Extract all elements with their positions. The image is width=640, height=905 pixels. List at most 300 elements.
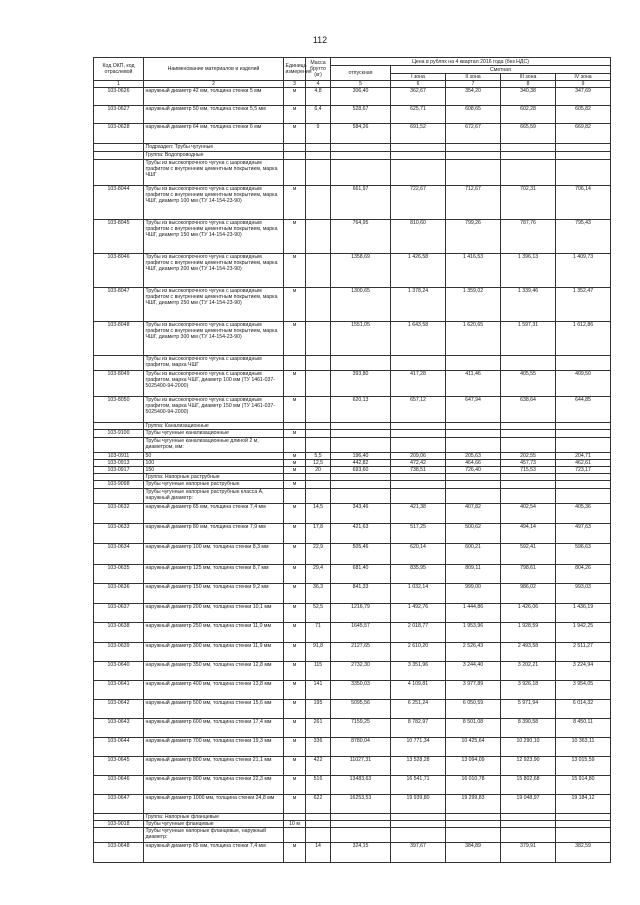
row-name: Группа: Водопроводные	[144, 152, 284, 160]
row-price-zone-3: 10 290,10	[501, 738, 556, 757]
row-price-release	[331, 474, 391, 481]
row-price-zone-1	[391, 356, 446, 371]
row-mass: 115	[306, 662, 331, 681]
row-price-zone-1: 2 610,20	[391, 643, 446, 662]
row-unit: м	[284, 757, 306, 776]
row-price-zone-2: 608,65	[446, 106, 501, 124]
row-mass: 141	[306, 681, 331, 700]
row-unit: м	[284, 738, 306, 757]
row-code	[94, 144, 144, 152]
row-price-zone-4: 993,03	[556, 584, 611, 604]
row-price-zone-1: 1 378,24	[391, 288, 446, 322]
row-price-zone-4	[556, 828, 611, 843]
row-mass: 14	[306, 843, 331, 863]
row-name: наружный диаметр 150 мм, толщина стенки 9,2 мм	[144, 584, 284, 604]
row-price-zone-2: 1 359,02	[446, 288, 501, 322]
row-price-zone-2: 500,62	[446, 524, 501, 544]
row-price-zone-2	[446, 814, 501, 821]
row-price-zone-4: 382,59	[556, 843, 611, 863]
row-price-zone-3: 986,02	[501, 584, 556, 604]
row-price-zone-2	[446, 489, 501, 504]
row-mass	[306, 397, 331, 423]
row-price-zone-4: 605,82	[556, 106, 611, 124]
row-unit: м	[284, 371, 306, 397]
row-mass	[306, 288, 331, 322]
row-name: наружный диаметр 350 мм, толщина стенки 12,8 мм	[144, 662, 284, 681]
row-price-zone-3: 3 926,18	[501, 681, 556, 700]
row-price-release: 764,95	[331, 220, 391, 254]
table-row	[94, 186, 611, 220]
row-price-zone-2	[446, 356, 501, 371]
row-code: 103-8044	[94, 186, 144, 220]
row-unit	[284, 152, 306, 160]
row-unit: м	[284, 106, 306, 124]
table-row	[94, 662, 611, 681]
row-name: Группа: Напорные раструбные	[144, 474, 284, 481]
row-name: наружный диаметр 125 мм, толщина стенки 8,7 мм	[144, 565, 284, 584]
row-mass	[306, 371, 331, 397]
row-price-zone-2: 407,82	[446, 504, 501, 524]
table-row	[94, 504, 611, 524]
row-price-zone-1: 472,42	[391, 460, 446, 467]
row-price-zone-3	[501, 430, 556, 438]
row-mass: 20	[306, 467, 331, 474]
table-row	[94, 828, 611, 843]
row-price-zone-4: 795,43	[556, 220, 611, 254]
row-name: наружный диаметр 900 мм, толщина стенки 22,3 мм	[144, 776, 284, 795]
row-price-zone-2: 3 244,40	[446, 662, 501, 681]
table-row	[94, 623, 611, 643]
table-row	[94, 481, 611, 489]
table-row	[94, 544, 611, 565]
row-unit: м	[284, 584, 306, 604]
row-price-zone-4	[556, 481, 611, 489]
row-unit: м	[284, 453, 306, 460]
row-price-zone-1	[391, 481, 446, 489]
row-price-zone-3	[501, 489, 556, 504]
row-mass: 17,8	[306, 524, 331, 544]
row-price-zone-2	[446, 481, 501, 489]
row-price-zone-3	[501, 828, 556, 843]
row-code: 103-0911	[94, 453, 144, 460]
row-price-zone-4: 19 184,12	[556, 795, 611, 814]
row-unit: м	[284, 843, 306, 863]
table-row	[94, 88, 611, 106]
row-price-zone-4: 13 015,59	[556, 757, 611, 776]
row-unit	[284, 356, 306, 371]
row-name: наружный диаметр 64 мм, толщина стенки 6 мм	[144, 124, 284, 144]
row-price-release	[331, 356, 391, 371]
row-price-zone-3: 592,41	[501, 544, 556, 565]
row-price-zone-4: 347,69	[556, 88, 611, 106]
row-unit	[284, 814, 306, 821]
row-price-release: 528,67	[331, 106, 391, 124]
column-number: 1	[94, 81, 144, 88]
row-price-release	[331, 144, 391, 152]
header-unit: Единица измерения	[284, 58, 306, 81]
row-unit: м	[284, 88, 306, 106]
row-unit: м	[284, 565, 306, 584]
row-price-zone-2: 1 444,86	[446, 604, 501, 623]
row-name: Трубы чугунные напорные фланцевые, наружный диаметр:	[144, 828, 284, 843]
row-name: наружный диаметр 250 мм, толщина стенки 11,0 мм	[144, 623, 284, 643]
row-mass: 336	[306, 738, 331, 757]
row-name: наружный диаметр 1000 мм, толщина стенки 24,8 мм	[144, 795, 284, 814]
row-unit: м	[284, 460, 306, 467]
row-price-zone-4: 405,36	[556, 504, 611, 524]
column-number: 6	[391, 81, 446, 88]
row-code: 103-0639	[94, 643, 144, 662]
row-price-zone-3: 19 048,97	[501, 795, 556, 814]
row-price-zone-2: 600,21	[446, 544, 501, 565]
row-code: 103-0635	[94, 565, 144, 584]
row-price-zone-3	[501, 438, 556, 453]
row-name: наружный диаметр 700 мм, толщина стенки 19,3 мм	[144, 738, 284, 757]
row-price-zone-2: 354,20	[446, 88, 501, 106]
row-price-release	[331, 152, 391, 160]
row-price-zone-1: 6 251,24	[391, 700, 446, 719]
row-mass	[306, 821, 331, 828]
row-price-zone-4: 2 511,27	[556, 643, 611, 662]
row-price-release: 1216,79	[331, 604, 391, 623]
column-number: 9	[556, 81, 611, 88]
row-code: 103-0626	[94, 88, 144, 106]
row-name: Трубы из высокопрочного чугуна с шаровидным графитом с внутренним цементным покрытием, марка ЧШГ, диаметр 300 мм (ТУ 14-154-23-90)	[144, 322, 284, 356]
row-code	[94, 423, 144, 430]
row-unit: м	[284, 397, 306, 423]
column-number-row	[94, 81, 611, 88]
row-price-zone-3: 665,59	[501, 124, 556, 144]
row-mass	[306, 322, 331, 356]
row-code: 103-0648	[94, 843, 144, 863]
row-code: 103-0643	[94, 719, 144, 738]
row-name: Трубы чугунные канализационные длиной 2 м, диаметром, мм:	[144, 438, 284, 453]
row-price-release: 2732,30	[331, 662, 391, 681]
row-price-zone-1: 517,25	[391, 524, 446, 544]
table-body	[94, 88, 611, 863]
row-price-zone-2	[446, 821, 501, 828]
row-price-release: 661,97	[331, 186, 391, 220]
row-price-release: 8780,04	[331, 738, 391, 757]
row-price-zone-2: 1 953,96	[446, 623, 501, 643]
table-row	[94, 843, 611, 863]
row-unit	[284, 438, 306, 453]
row-price-zone-1	[391, 430, 446, 438]
table-row	[94, 776, 611, 795]
row-price-zone-3	[501, 423, 556, 430]
row-unit: м	[284, 662, 306, 681]
row-mass: 6,4	[306, 106, 331, 124]
row-code: 103-0627	[94, 106, 144, 124]
row-price-zone-3: 5 971,94	[501, 700, 556, 719]
row-name: Трубы из высокопрочного чугуна с шаровидным графитом, марка ЧШГ, диаметр 150 мм (ТУ 1461-037-5025400-94-2000)	[144, 397, 284, 423]
row-price-zone-1: 738,51	[391, 467, 446, 474]
row-price-zone-1: 362,67	[391, 88, 446, 106]
row-unit: м	[284, 481, 306, 489]
row-price-zone-2: 19 299,83	[446, 795, 501, 814]
row-unit: м	[284, 700, 306, 719]
row-price-zone-3	[501, 160, 556, 186]
row-price-release: 196,40	[331, 453, 391, 460]
header-code: Код ОКП, код отраслевой	[94, 58, 144, 81]
row-mass	[306, 356, 331, 371]
row-price-zone-2	[446, 423, 501, 430]
row-price-zone-3: 340,38	[501, 88, 556, 106]
row-price-zone-3	[501, 356, 556, 371]
row-code: 103-0641	[94, 681, 144, 700]
table-row	[94, 423, 611, 430]
row-name: наружный диаметр 800 мм, толщина стенки 21,1 мм	[144, 757, 284, 776]
row-price-zone-2: 712,67	[446, 186, 501, 220]
row-unit: м	[284, 524, 306, 544]
table-row	[94, 584, 611, 604]
row-mass	[306, 430, 331, 438]
row-price-zone-4: 723,17	[556, 467, 611, 474]
table-row	[94, 152, 611, 160]
row-unit	[284, 489, 306, 504]
row-price-zone-3	[501, 814, 556, 821]
row-price-zone-4: 3 954,05	[556, 681, 611, 700]
row-unit	[284, 160, 306, 186]
row-unit	[284, 474, 306, 481]
row-price-release: 13483,63	[331, 776, 391, 795]
row-code: 103-9100	[94, 430, 144, 438]
table-row	[94, 795, 611, 814]
row-price-zone-3: 1 339,46	[501, 288, 556, 322]
row-price-zone-3: 1 426,06	[501, 604, 556, 623]
table-row	[94, 124, 611, 144]
row-mass	[306, 160, 331, 186]
row-price-zone-2: 1 416,53	[446, 254, 501, 288]
row-name: 100	[144, 460, 284, 467]
table-row	[94, 821, 611, 828]
row-mass: 195	[306, 700, 331, 719]
row-name: наружный диаметр 65 мм, толщина стенки 7,4 мм	[144, 504, 284, 524]
row-mass: 36,3	[306, 584, 331, 604]
row-price-zone-2	[446, 438, 501, 453]
row-price-release	[331, 489, 391, 504]
row-price-zone-4: 596,63	[556, 544, 611, 565]
row-name: Трубы из высокопрочного чугуна с шаровидным графитом, марка ЧШГ, диаметр 100 мм (ТУ 1461-037-5025400-94-2000)	[144, 371, 284, 397]
row-code	[94, 160, 144, 186]
row-mass	[306, 481, 331, 489]
row-name: наружный диаметр 80 мм, толщина стенки 7,9 мм	[144, 524, 284, 544]
row-price-zone-1: 397,67	[391, 843, 446, 863]
row-name: наружный диаметр 600 мм, толщина стенки 17,4 мм	[144, 719, 284, 738]
header-estimate-price: Сметная	[391, 66, 611, 74]
row-price-zone-1	[391, 828, 446, 843]
row-name: Подраздел: Трубы чугунные	[144, 144, 284, 152]
row-mass: 52,5	[306, 604, 331, 623]
row-mass	[306, 186, 331, 220]
row-code: 103-8049	[94, 371, 144, 397]
row-price-zone-3: 8 390,58	[501, 719, 556, 738]
row-price-release	[331, 828, 391, 843]
row-price-zone-4	[556, 489, 611, 504]
row-price-zone-3: 402,54	[501, 504, 556, 524]
row-code: 103-0628	[94, 124, 144, 144]
table-row	[94, 489, 611, 504]
row-price-release: 505,46	[331, 544, 391, 565]
table-row	[94, 254, 611, 288]
row-name: Группа: Напорные фланцевые	[144, 814, 284, 821]
row-price-zone-4	[556, 152, 611, 160]
row-price-release: 693,60	[331, 467, 391, 474]
row-price-release: 2127,65	[331, 643, 391, 662]
row-price-release: 584,26	[331, 124, 391, 144]
row-price-zone-1: 657,12	[391, 397, 446, 423]
row-mass	[306, 423, 331, 430]
row-price-zone-4	[556, 423, 611, 430]
row-mass: 422	[306, 757, 331, 776]
table-row	[94, 106, 611, 124]
row-price-zone-2: 16 010,78	[446, 776, 501, 795]
column-number: 5	[331, 81, 391, 88]
row-price-zone-1	[391, 423, 446, 430]
row-price-zone-1	[391, 474, 446, 481]
row-name: Трубы чугунные напорные раструбные	[144, 481, 284, 489]
row-price-zone-2: 2 526,43	[446, 643, 501, 662]
row-unit: м	[284, 254, 306, 288]
row-price-zone-1: 13 528,28	[391, 757, 446, 776]
row-name: Трубы из высокопрочного чугуна с шаровидным графитом с внутренним цементным покрытием, марка ЧШГ, диаметр 200 мм (ТУ 14-154-23-90)	[144, 254, 284, 288]
row-price-zone-2: 1 620,65	[446, 322, 501, 356]
row-code: 103-0646	[94, 776, 144, 795]
row-name: 50	[144, 453, 284, 460]
row-unit	[284, 144, 306, 152]
row-price-zone-1: 625,71	[391, 106, 446, 124]
row-unit: м	[284, 322, 306, 356]
row-price-release: 442,82	[331, 460, 391, 467]
table-row	[94, 397, 611, 423]
row-unit: м	[284, 776, 306, 795]
header-mass: Масса брутто (кг)	[306, 58, 331, 81]
row-price-zone-4: 204,71	[556, 453, 611, 460]
row-price-zone-1	[391, 814, 446, 821]
row-unit: м	[284, 719, 306, 738]
row-price-zone-1: 1 492,76	[391, 604, 446, 623]
row-price-zone-3: 787,76	[501, 220, 556, 254]
row-price-zone-3: 602,28	[501, 106, 556, 124]
row-code	[94, 489, 144, 504]
row-price-zone-3: 715,53	[501, 467, 556, 474]
row-price-zone-1: 19 939,80	[391, 795, 446, 814]
row-price-zone-1: 1 032,14	[391, 584, 446, 604]
row-price-zone-1: 810,60	[391, 220, 446, 254]
row-price-zone-3: 3 202,21	[501, 662, 556, 681]
row-name: Трубы из высокопрочного чугуна с шаровидным графитом с внутренним цементным покрытием, марка ЧШГ, диаметр 250 мм (ТУ 14-154-23-90)	[144, 288, 284, 322]
row-mass	[306, 438, 331, 453]
row-price-release	[331, 481, 391, 489]
row-mass: 9	[306, 124, 331, 144]
row-code: 103-0640	[94, 662, 144, 681]
row-mass	[306, 489, 331, 504]
row-price-zone-2: 13 094,09	[446, 757, 501, 776]
header-price-group: Цена в рублях на 4 квартал 2016 года (без НДС)	[331, 58, 611, 66]
row-price-zone-4: 8 450,11	[556, 719, 611, 738]
row-price-zone-3: 15 802,68	[501, 776, 556, 795]
row-name: наружный диаметр 400 мм, толщина стенки 13,8 мм	[144, 681, 284, 700]
row-mass	[306, 814, 331, 821]
row-name: наружный диаметр 500 мм, толщина стенки 15,6 мм	[144, 700, 284, 719]
row-mass: 4,8	[306, 88, 331, 106]
row-name: наружный диаметр 100 мм, толщина стенки 8,3 мм	[144, 544, 284, 565]
table-row	[94, 144, 611, 152]
row-price-zone-4: 669,82	[556, 124, 611, 144]
row-price-zone-3	[501, 821, 556, 828]
row-name: наружный диаметр 50 мм, толщина стенки 5,5 мм	[144, 106, 284, 124]
row-unit: 10 м	[284, 821, 306, 828]
row-price-release: 5095,56	[331, 700, 391, 719]
row-mass: 261	[306, 719, 331, 738]
row-price-zone-4: 1 612,86	[556, 322, 611, 356]
row-code: 103-8050	[94, 397, 144, 423]
table-row	[94, 160, 611, 186]
row-name: наружный диаметр 300 мм, толщина стенки 11,9 мм	[144, 643, 284, 662]
table-row	[94, 430, 611, 438]
row-code: 103-0633	[94, 524, 144, 544]
row-code: 103-0644	[94, 738, 144, 757]
row-unit: м	[284, 795, 306, 814]
row-price-release: 11027,31	[331, 757, 391, 776]
table-row	[94, 288, 611, 322]
row-price-zone-4: 1 352,47	[556, 288, 611, 322]
row-name: Трубы чугунные напорные раструбные класса А, наружный диаметр:	[144, 489, 284, 504]
row-price-zone-4	[556, 438, 611, 453]
row-price-zone-1: 4 109,81	[391, 681, 446, 700]
row-price-zone-3: 405,55	[501, 371, 556, 397]
table-row	[94, 220, 611, 254]
row-mass: 29,4	[306, 565, 331, 584]
column-number: 2	[144, 81, 284, 88]
row-price-zone-1	[391, 821, 446, 828]
row-price-zone-2: 10 425,64	[446, 738, 501, 757]
row-price-zone-2: 726,40	[446, 467, 501, 474]
row-code	[94, 828, 144, 843]
row-price-zone-1: 3 351,96	[391, 662, 446, 681]
row-unit: м	[284, 604, 306, 623]
row-code: 103-0642	[94, 700, 144, 719]
row-price-zone-3: 379,91	[501, 843, 556, 863]
row-code: 103-9018	[94, 821, 144, 828]
row-price-zone-2: 672,67	[446, 124, 501, 144]
row-price-zone-3: 457,73	[501, 460, 556, 467]
table-row	[94, 565, 611, 584]
row-price-zone-4: 462,61	[556, 460, 611, 467]
row-price-zone-1: 691,52	[391, 124, 446, 144]
row-price-zone-4: 706,14	[556, 186, 611, 220]
row-price-zone-4: 497,63	[556, 524, 611, 544]
row-price-zone-1	[391, 152, 446, 160]
row-price-release: 324,15	[331, 843, 391, 863]
row-price-zone-4: 1 409,73	[556, 254, 611, 288]
row-price-release	[331, 423, 391, 430]
row-price-zone-2: 205,63	[446, 453, 501, 460]
row-price-zone-4: 644,85	[556, 397, 611, 423]
row-price-release: 16253,53	[331, 795, 391, 814]
row-unit	[284, 423, 306, 430]
row-unit: м	[284, 430, 306, 438]
row-mass: 622	[306, 795, 331, 814]
row-price-zone-3: 1 928,59	[501, 623, 556, 643]
row-unit: м	[284, 467, 306, 474]
row-code	[94, 152, 144, 160]
row-code: 103-0645	[94, 757, 144, 776]
row-price-zone-1: 2 018,77	[391, 623, 446, 643]
row-price-zone-1: 8 782,97	[391, 719, 446, 738]
row-price-zone-4	[556, 144, 611, 152]
header-zone: I зона	[391, 74, 446, 81]
